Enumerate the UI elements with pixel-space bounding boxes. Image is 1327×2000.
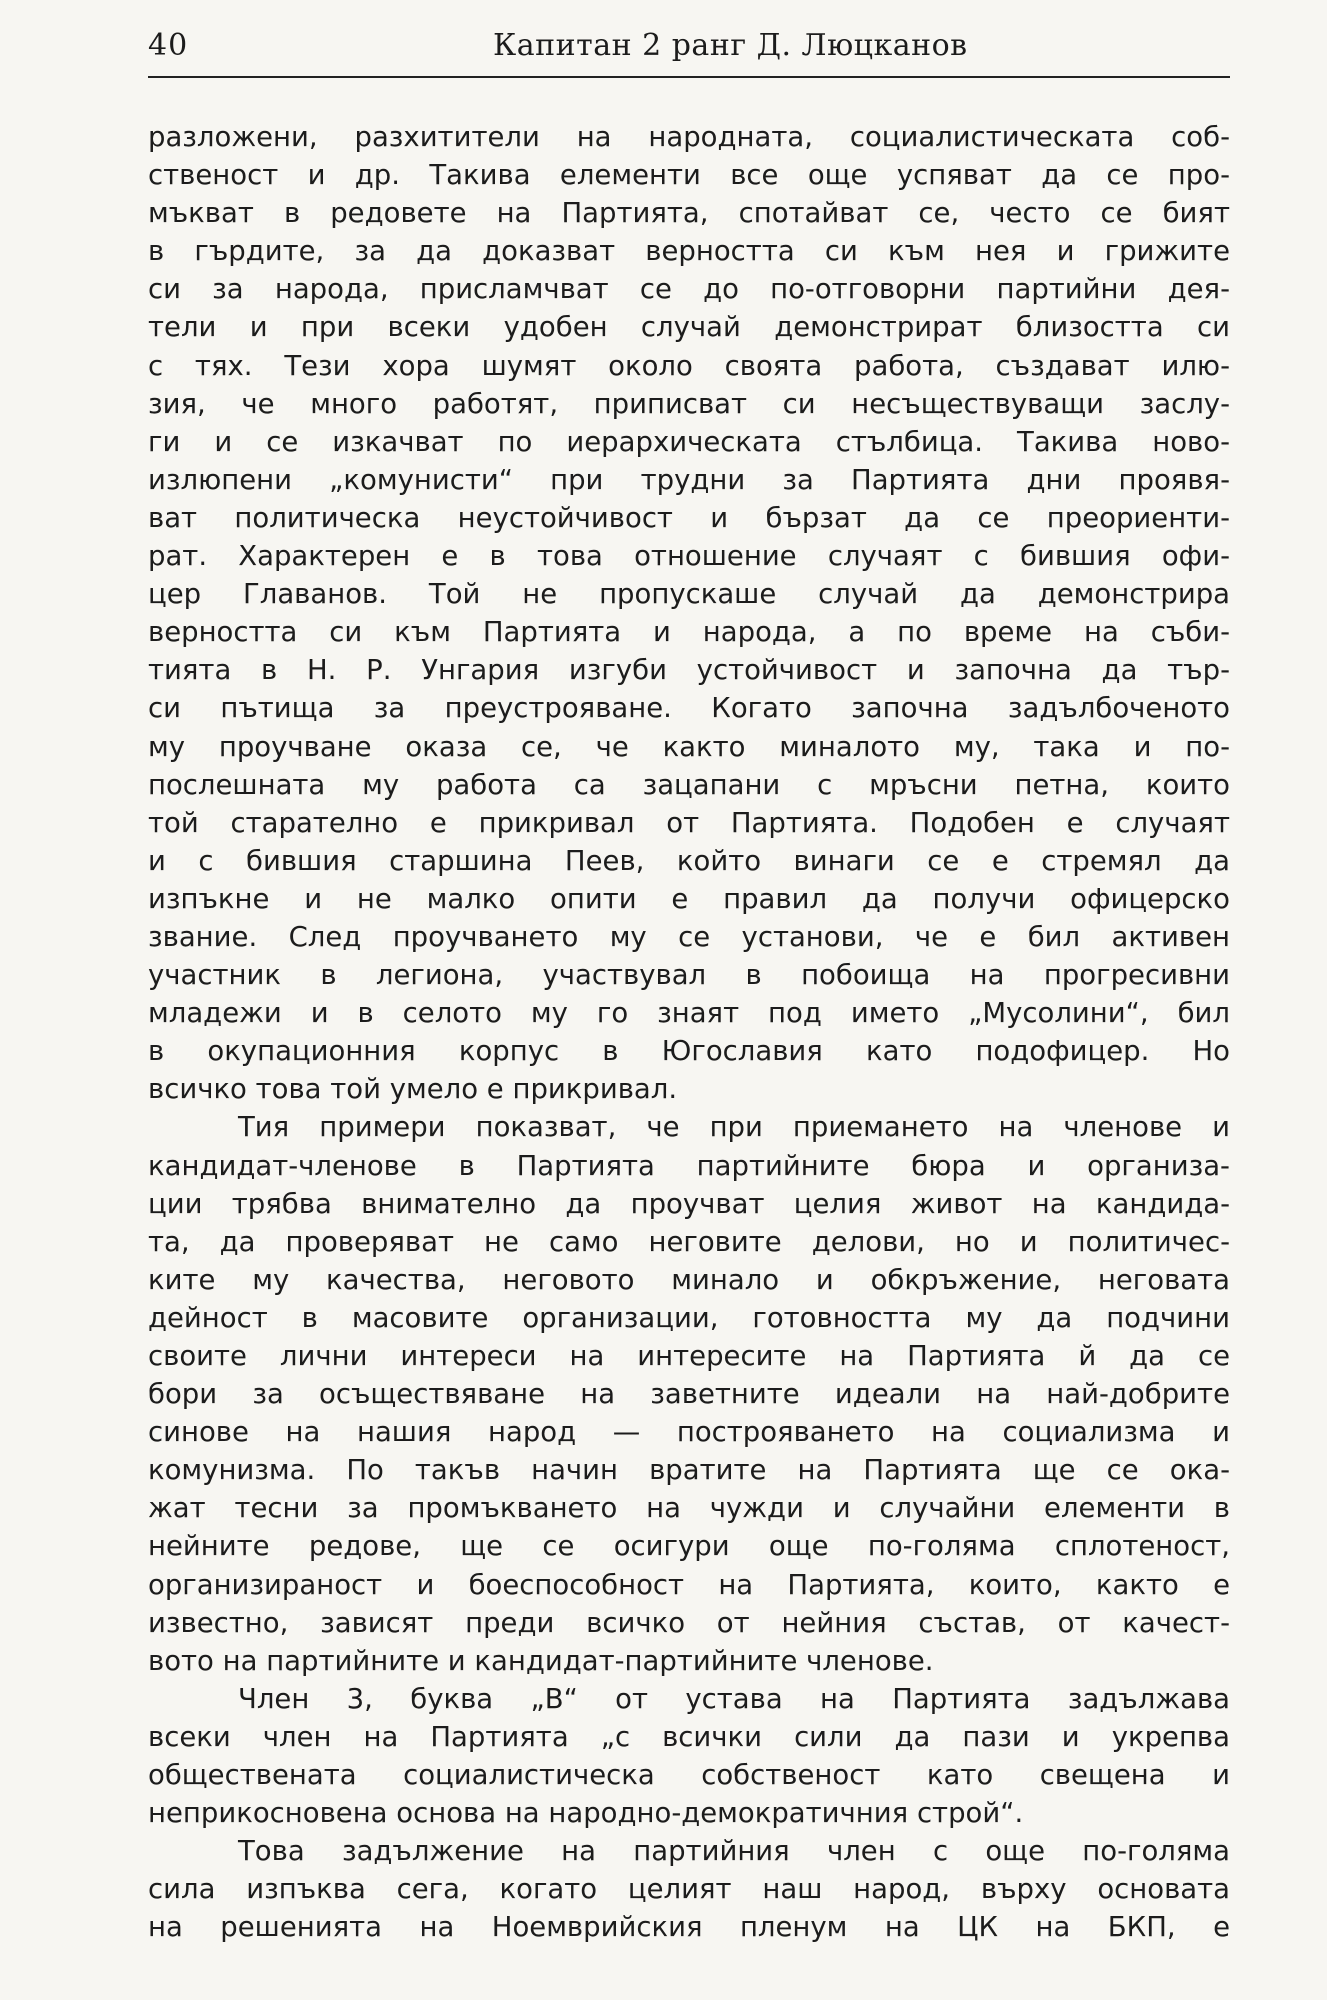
text-line: ственост и др. Такива елементи все още успяват да се про- bbox=[148, 159, 1230, 192]
text-line: младежи и в селото му го знаят под името „Мусолини“, бил bbox=[148, 997, 1230, 1030]
text-line: участник в легиона, участвувал в побоища на прогресивни bbox=[148, 959, 1230, 992]
text-line: в окупационния корпус в Югославия като подофицер. Но bbox=[148, 1035, 1230, 1068]
text-line: всеки член на Партията „с всички сили да пази и укрепва bbox=[148, 1720, 1230, 1753]
text-line: ват политическа неустойчивост и бързат да се преориенти- bbox=[148, 501, 1230, 534]
text-line: послешната му работа са зацапани с мръсни петна, които bbox=[148, 768, 1230, 801]
text-line: излюпени „комунисти“ при трудни за Партията дни проявя- bbox=[148, 463, 1230, 496]
text-line: сила изпъква сега, когато целият наш народ, върху основата bbox=[148, 1873, 1230, 1906]
text-line: неприкосновена основа на народно-демократичния строй“. bbox=[148, 1797, 1024, 1830]
text-line: с тях. Тези хора шумят около своята работа, създават илю- bbox=[148, 349, 1230, 382]
text-line: зия, че много работят, приписват си несъществуващи заслу- bbox=[148, 387, 1230, 420]
text-line: и с бившия старшина Пеев, който винаги се е стремял да bbox=[148, 844, 1230, 877]
text-line: рат. Характерен е в това отношение случаят с бившия офи- bbox=[148, 540, 1230, 573]
text-line: своите лични интереси на интересите на Партията й да се bbox=[148, 1340, 1230, 1372]
running-title: Капитан 2 ранг Д. Люцканов bbox=[493, 28, 968, 63]
text-line: разложени, разхитители на народната, социалистическата соб- bbox=[148, 121, 1230, 153]
text-line: ките му качества, неговото минало и обкръжение, неговата bbox=[148, 1263, 1230, 1296]
text-line: си пътища за преустрояване. Когато започна задълбоченото bbox=[148, 692, 1230, 725]
text-line: та, да проверяват не само неговите делови, но и политичес- bbox=[148, 1225, 1230, 1258]
text-line: организираност и боеспособност на Партията, които, както е bbox=[148, 1568, 1230, 1601]
text-line: нейните редове, ще се осигури още по-голяма сплотеност, bbox=[148, 1530, 1230, 1563]
text-line: му проучване оказа се, че както миналото му, така и по- bbox=[148, 730, 1230, 763]
text-line: синове на нашия народ — построяването на социализма и bbox=[148, 1416, 1230, 1449]
text-line: жат тесни за промъкването на чужди и случайни елементи в bbox=[148, 1492, 1230, 1525]
text-line: дейност в масовите организации, готовността му да подчини bbox=[148, 1301, 1230, 1334]
body-text bbox=[148, 118, 1230, 1947]
page-header bbox=[148, 22, 1230, 70]
text-line: мъкват в редовете на Партията, спотайват се, често се бият bbox=[148, 197, 1230, 230]
text-line: в гърдите, за да доказват верността си към нея и грижите bbox=[148, 235, 1230, 268]
text-line: Тия примери показват, че при приемането на членове и bbox=[238, 1111, 1230, 1144]
text-line: Това задължение на партийния член с още по-голяма bbox=[238, 1835, 1230, 1868]
text-line: той старателно е прикривал от Партията. Подобен е случаят bbox=[148, 806, 1230, 839]
text-line: тията в Н. Р. Унгария изгуби устойчивост и започна да тър- bbox=[148, 654, 1230, 687]
text-line: си за народа, присламчват се до по-отговорни партийни дея- bbox=[148, 273, 1230, 306]
text-line: ции трябва внимателно да проучват целия живот на кандида- bbox=[148, 1187, 1230, 1220]
text-line: вото на партийните и кандидат-партийните членове. bbox=[148, 1644, 934, 1677]
text-line: кандидат-членове в Партията партийните бюра и организа- bbox=[148, 1149, 1230, 1182]
text-line: изпъкне и не малко опити е правил да получи офицерско bbox=[148, 882, 1230, 915]
text-line: обществената социалистическа собственост като свещена и bbox=[148, 1759, 1230, 1792]
text-line: ги и се изкачват по иерархическата стълбица. Такива ново- bbox=[148, 425, 1230, 458]
header-rule bbox=[148, 76, 1230, 78]
text-line: комунизма. По такъв начин вратите на Партията ще се ока- bbox=[148, 1454, 1230, 1487]
text-line: цер Главанов. Той не пропускаше случай да демонстрира bbox=[148, 578, 1230, 611]
page-number: 40 bbox=[148, 28, 189, 63]
text-line: на решенията на Ноемврийския пленум на ЦК на БКП, е bbox=[148, 1911, 1230, 1944]
text-line: всичко това той умело е прикривал. bbox=[148, 1073, 678, 1106]
text-line: Член 3, буква „В“ от устава на Партията задължава bbox=[238, 1682, 1230, 1715]
text-line: известно, зависят преди всичко от нейния състав, от качест- bbox=[148, 1606, 1230, 1639]
text-line: звание. След проучването му се установи, че е бил активен bbox=[148, 920, 1230, 953]
text-line: верността си към Партията и народа, а по време на съби- bbox=[148, 616, 1230, 649]
text-line: тели и при всеки удобен случай демонстрират близостта си bbox=[148, 311, 1230, 344]
text-line: бори за осъществяване на заветните идеали на най-добрите bbox=[148, 1378, 1230, 1411]
